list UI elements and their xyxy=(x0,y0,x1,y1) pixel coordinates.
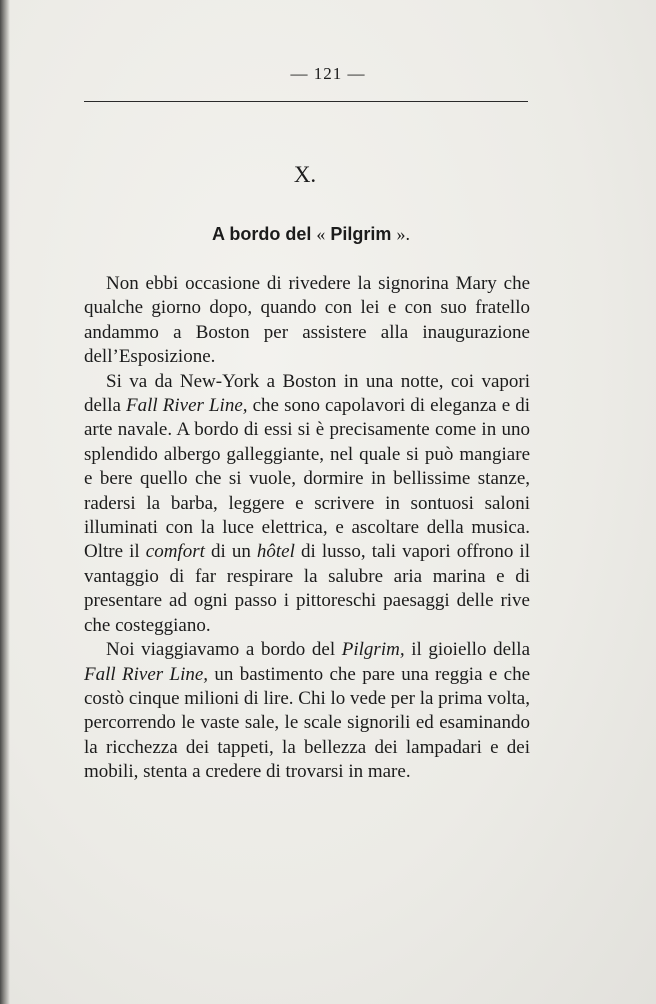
text-run: di lusso, tali vapori offrono il vantaggio di far respirare la salubre aria marina e di presentare ad ogni passo i pittoreschi paesaggi delle rive che costeggiano. xyxy=(84,541,530,636)
page-number: — 121 — xyxy=(290,64,366,83)
text-run: Si va da New-York a Boston in una notte, coi vapori della xyxy=(84,370,530,417)
paragraph xyxy=(84,272,530,370)
title-close-quote: ». xyxy=(396,224,410,244)
text-run: Non ebbi occasione di rivedere la signorina Mary che qualche giorno dopo, quando con lei e con suo fratello andammo a Boston per assistere alla inaugurazione dell’Esposizione. xyxy=(84,273,530,368)
body-text xyxy=(84,272,530,785)
paragraph xyxy=(84,370,530,638)
text-run: di un xyxy=(204,541,257,563)
chapter-number: X. xyxy=(293,162,317,187)
italic-text: comfort xyxy=(145,541,205,563)
title-open-quote: « xyxy=(316,224,326,244)
title-name: Pilgrim xyxy=(330,224,392,244)
text-run: che sono capolavori di eleganza e di arte navale. A bordo di essi si è precisamente come in uno splendido albergo galleggiante, nel quale si può mangiare e bere quello che si vuole, dormire in bellissime stanze, radersi la barba, leggere e scrivere in sontuosi saloni illuminati con la luce elettrica, e ascoltare della musica. Oltre il xyxy=(84,395,530,563)
title-prefix: A bordo del xyxy=(212,224,312,244)
text-run: un bastimento che pare una reggia e che costò cinque milioni di lire. Chi lo vede per la prima volta, percorrendo le vaste sale, le scale signorili ed esaminando la ricchezza dei tappeti, la bellezza dei lampadari e dei mobili, stenta a credere di trovarsi in mare. xyxy=(84,663,530,783)
spine-shadow xyxy=(0,0,10,1004)
paragraph xyxy=(84,638,530,784)
italic-text: hôtel xyxy=(256,541,295,563)
italic-text: Fall River Line, xyxy=(126,395,248,417)
italic-text: Fall River Line, xyxy=(84,663,209,685)
header-rule xyxy=(84,101,528,102)
text-run: Noi viaggiavamo a bordo del xyxy=(106,639,342,661)
chapter-title xyxy=(0,224,622,245)
italic-text: Pilgrim, xyxy=(341,639,405,661)
text-run: il gioiello della xyxy=(404,639,531,661)
